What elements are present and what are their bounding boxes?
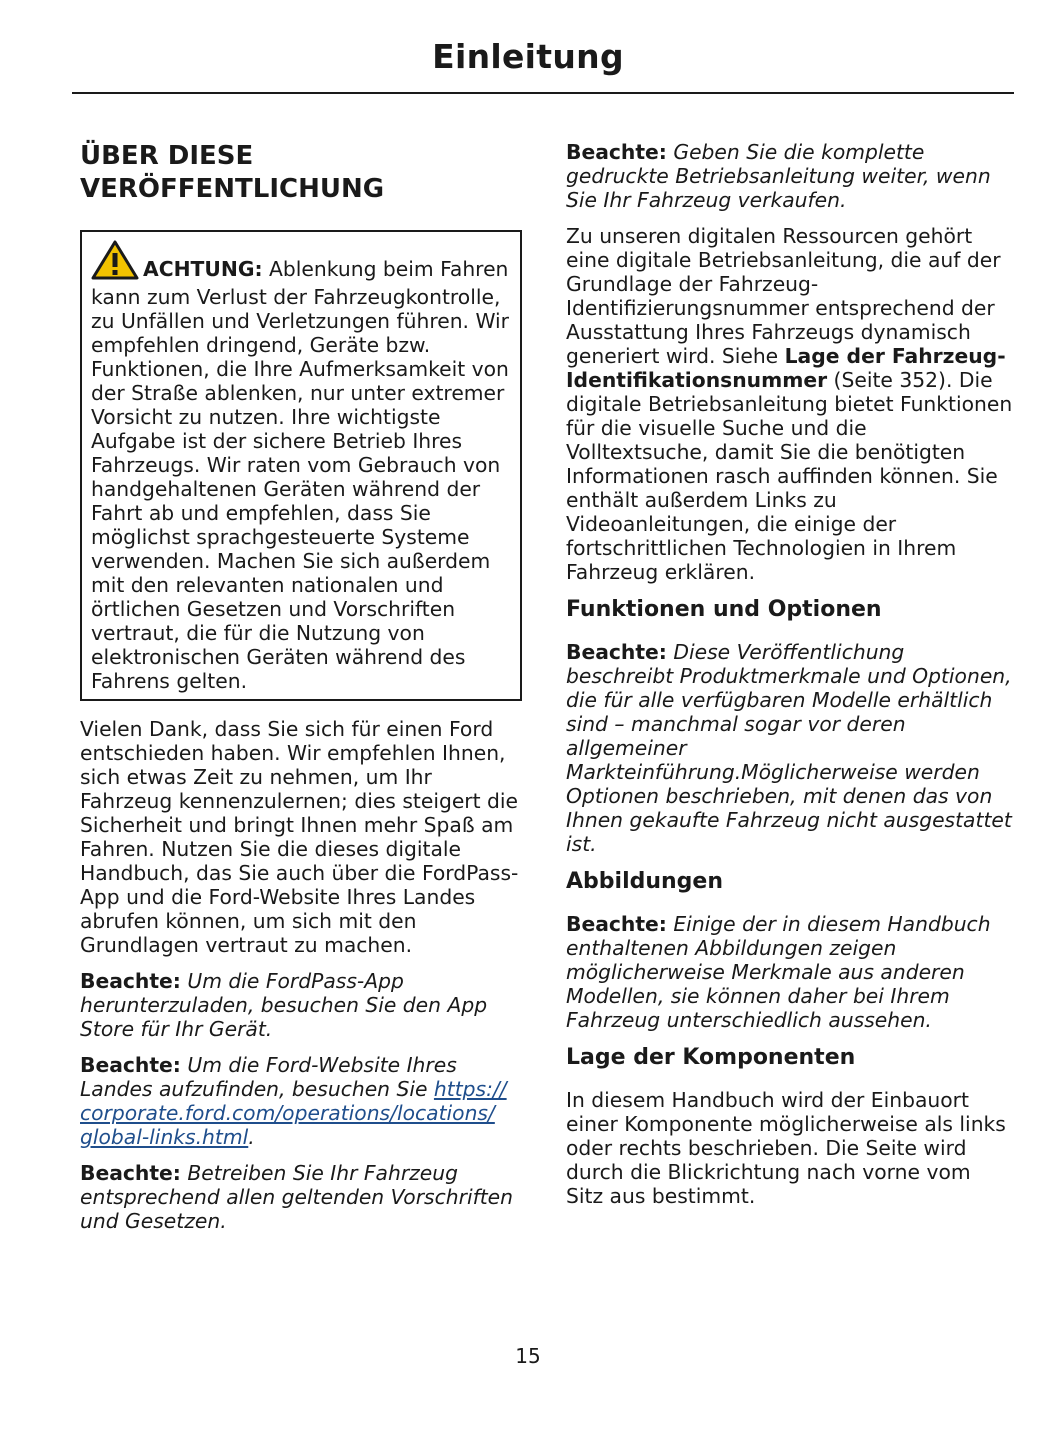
note-text: Um die Ford-Website Ihres Landes aufzufinden, besuchen Sie xyxy=(80,1053,457,1101)
note-text: Einige der in diesem Handbuch enthaltenen Abbildungen zeigen möglicherweise Merkmale aus anderen Modellen, sie können daher bei Ihrem Fahrzeug unterschiedlich aussehen. xyxy=(566,912,991,1032)
intro-paragraph: Vielen Dank, dass Sie sich für einen Ford entschieden haben. Wir empfehlen Ihnen, sich etwas Zeit zu nehmen, um Ihr Fahrzeug kennenzulernen; dies steigert die Sicherheit und bringt Ihnen mehr Spaß am Fahren. Nutzen Sie die dieses digitale Handbuch, das Sie auch über die FordPass-App und die Ford-Website Ihres Landes abrufen können, um sich mit den Grundlagen vertraut zu machen. xyxy=(80,717,519,957)
note-text: Geben Sie die komplette gedruckte Betriebsanleitung weiter, wenn Sie Ihr Fahrzeug verkaufen. xyxy=(566,140,991,212)
warning-box xyxy=(80,230,522,701)
page-number: 15 xyxy=(515,1344,541,1368)
ford-locations-link[interactable]: https:// corporate.ford.com/operations/locations/ global-links.html xyxy=(80,1077,507,1149)
heading-functions: Funktionen und Optionen xyxy=(566,597,882,622)
warning-text: Ablenkung beim Fahren kann zum Verlust der Fahrzeugkontrolle, zu Unfällen und Verletzungen führen. Wir empfehlen dringend, Geräte bzw. Funktionen, die Ihre Aufmerksamkeit von der Straße ablenken, nur unter extremer Vorsicht zu nutzen. Ihre wichtigste Aufgabe ist der sichere Betrieb Ihres Fahrzeugs. Wir raten vom Gebrauch von handgehaltenen Geräten während der Fahrt ab und empfehlen, dass Sie möglichst sprachgesteuerte Systeme verwenden. Machen Sie sich außerdem mit den relevanten nationalen und örtlichen Gesetzen und Vorschriften vertraut, die für die Nutzung von elektronischen Geräten während des Fahrens gelten. xyxy=(91,257,510,693)
note-functions xyxy=(566,640,1014,856)
note-text: Diese Veröffentlichung beschreibt Produktmerkmale und Optionen, die für alle verfügbaren Modelle erhältlich sind – manchmal sogar vor deren allgemeiner Markteinführung.Möglicherweise werden Optionen beschrieben, mit denen das von Ihnen gekaufte Fahrzeug nicht ausgestattet ist. xyxy=(566,640,1012,856)
heading-illustrations: Abbildungen xyxy=(566,869,724,894)
warning-label: ACHTUNG: xyxy=(143,257,263,281)
note-pass-on xyxy=(566,140,1014,212)
note-illustrations xyxy=(566,912,1014,1032)
note-regulations xyxy=(80,1161,522,1233)
section-heading xyxy=(80,140,522,206)
digital-text-1: Zu unseren digitalen Ressourcen gehört eine digitale Betriebsanleitung, die auf der Grundlage der Fahrzeug-Identifizierungsnummer entsprechend der Ausstattung Ihres Fahrzeugs dynamisch generiert wird. Siehe xyxy=(566,224,1001,368)
heading-component-location: Lage der Komponenten xyxy=(566,1045,856,1070)
title-divider xyxy=(72,92,1014,94)
note-label: Beachte: xyxy=(80,1053,181,1077)
section-heading-line1: ÜBER DIESE xyxy=(80,141,254,171)
note-label: Beachte: xyxy=(566,140,667,164)
note-text: Betreiben Sie Ihr Fahrzeug entsprechend allen geltenden Vorschriften und Gesetzen. xyxy=(80,1161,513,1233)
right-column xyxy=(566,140,1014,1220)
note-label: Beachte: xyxy=(80,969,181,993)
note-label: Beachte: xyxy=(566,640,667,664)
note-end: . xyxy=(248,1125,255,1149)
note-fordpass xyxy=(80,969,522,1041)
section-heading-line2: VERÖFFENTLICHUNG xyxy=(80,174,385,204)
note-label: Beachte: xyxy=(566,912,667,936)
note-website xyxy=(80,1053,522,1149)
note-text: Um die FordPass-App herunterzuladen, besuchen Sie den App Store für Ihr Gerät. xyxy=(80,969,488,1041)
left-column xyxy=(80,140,522,1245)
note-label: Beachte: xyxy=(80,1161,181,1185)
warning-triangle-icon xyxy=(91,240,139,285)
component-location-paragraph: In diesem Handbuch wird der Einbauort einer Komponente möglicherweise als links oder rechts beschrieben. Die Seite wird durch die Blickrichtung nach vorne vom Sitz aus bestimmt. xyxy=(566,1088,1006,1208)
vin-location-reference[interactable]: Lage der Fahrzeug-Identifikationsnummer xyxy=(566,344,1006,392)
digital-text-2: (Seite 352). Die digitale Betriebsanleitung bietet Funktionen für die visuelle Suche und die Volltextsuche, damit Sie die benötigten Informationen rasch auffinden können. Sie enthält außerdem Links zu Videoanleitungen, die einige der fortschrittlichen Technologien in Ihrem Fahrzeug erklären. xyxy=(566,368,1013,584)
digital-resources-paragraph xyxy=(566,224,1014,584)
page-title: Einleitung xyxy=(432,37,624,76)
